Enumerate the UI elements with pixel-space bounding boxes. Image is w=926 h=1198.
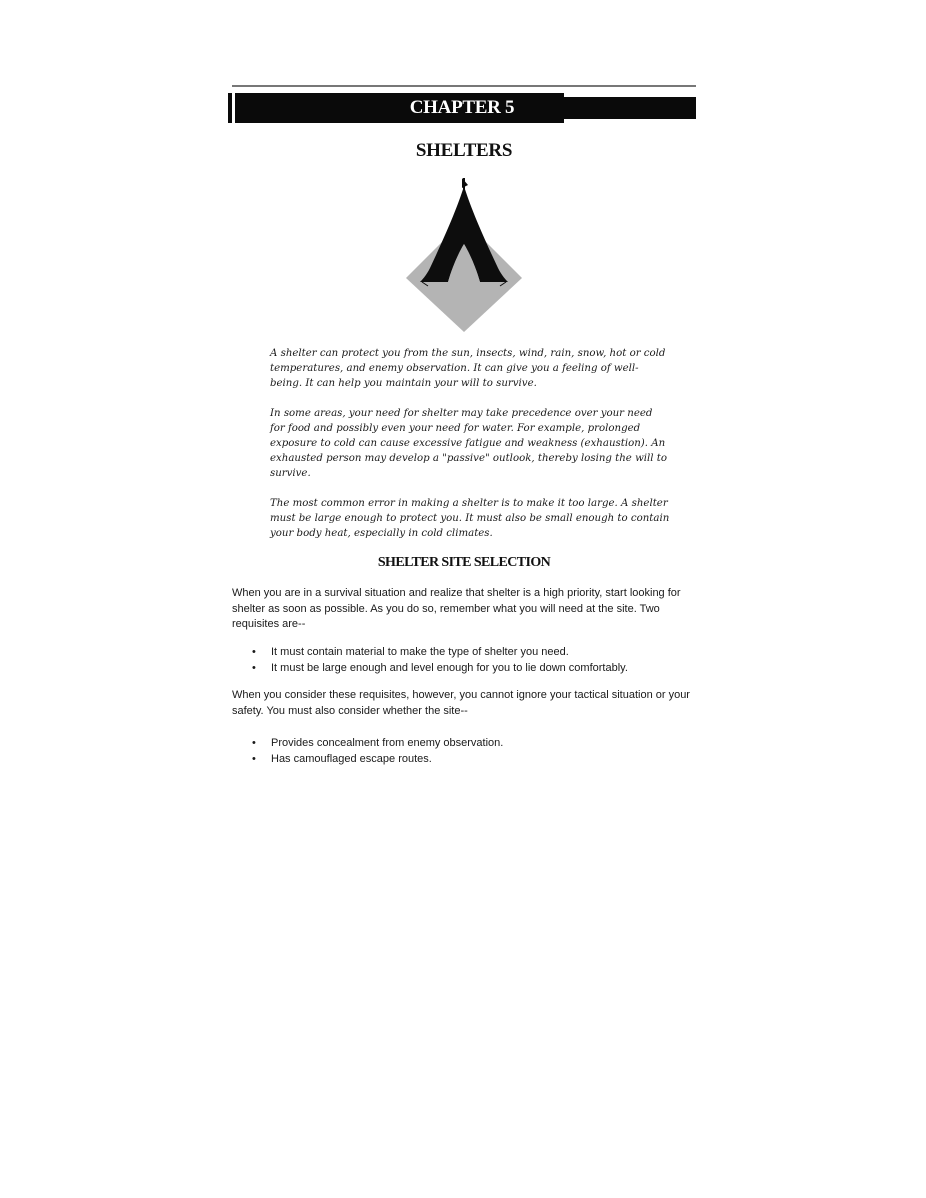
bullet-icon: • — [252, 737, 256, 749]
chapter-title: SHELTERS — [415, 140, 513, 161]
intro-paragraph: The most common error in making a shelter is to make it too large. A shelter must be large enough to protect you. It must also be small enough to contain your body heat, especially in cold climates. — [270, 498, 670, 539]
bullet-icon: • — [252, 752, 256, 765]
intro-block — [270, 346, 670, 556]
bullet-icon: • — [252, 661, 256, 674]
section-heading: SHELTER SITE SELECTION — [377, 555, 551, 570]
bullet-icon: • — [252, 646, 256, 658]
list-item — [252, 645, 702, 661]
intro-paragraph: In some areas, your need for shelter may take precedence over your need for food and possibly even your need for water. For example, prolonged exposure to cold can cause excessive fatigue and weakness (exhaustion). An exhausted person may develop a "passive" outlook, thereby losing the will to survive. — [270, 408, 668, 479]
chapter-banner — [228, 93, 696, 123]
body-paragraph: When you are in a survival situation and realize that shelter is a high priority, start looking for shelter as soon as possible. As you do so, remember what you will need at the site. Two requisites are-- — [232, 587, 681, 630]
chapter-label: CHAPTER 5 — [409, 97, 515, 118]
tent-on-diamond-icon — [402, 172, 526, 334]
list-item-text: Has camouflaged escape routes. — [271, 752, 432, 765]
top-rule — [232, 85, 696, 87]
requisites-list — [252, 645, 702, 676]
site-considerations-list — [252, 736, 702, 767]
list-item-text: It must be large enough and level enough for you to lie down comfortably. — [271, 661, 628, 674]
body-paragraph: When you consider these requisites, however, you cannot ignore your tactical situation or your safety. You must also consider whether the site-- — [232, 689, 690, 717]
list-item-text: It must contain material to make the type of shelter you need. — [271, 646, 569, 658]
list-item — [252, 752, 702, 768]
list-item-text: Provides concealment from enemy observation. — [271, 737, 504, 749]
list-item — [252, 661, 702, 677]
intro-paragraph: A shelter can protect you from the sun, insects, wind, rain, snow, hot or cold temperatures, and enemy observation. It can give you a feeling of well-being. It can help you maintain your will to survive. — [270, 348, 666, 389]
list-item — [252, 736, 702, 752]
